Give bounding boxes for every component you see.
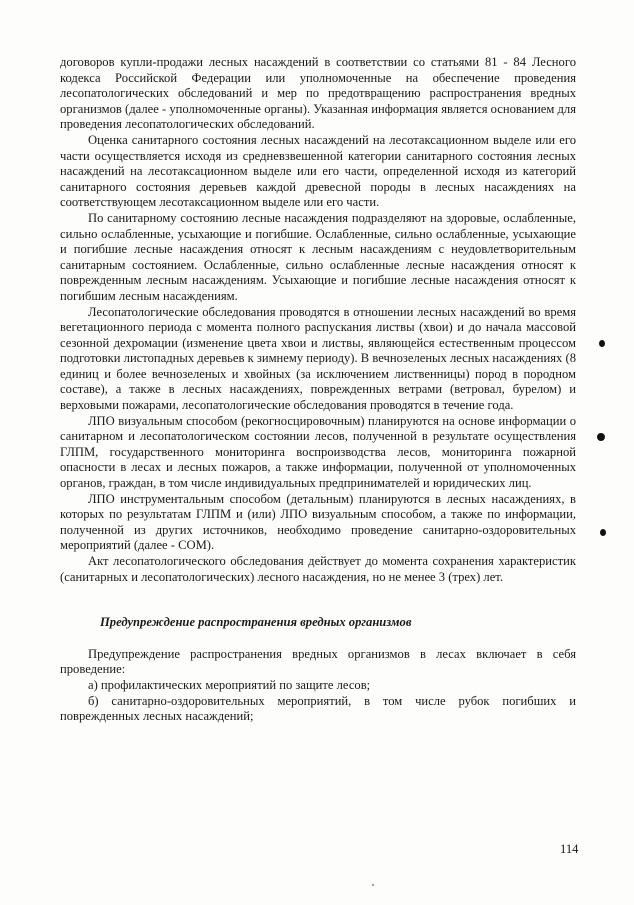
paragraph-6: ЛПО инструментальным способом (детальным) планируются в лесных насаждениях, в которых по результатам ГЛПМ и (или) ЛПО визуальным способом, а также по информации, полученной из других источников, необходимо проведение санитарно-оздоровительных мероприятий (далее - СОМ). [60,491,576,553]
paragraph-3: По санитарному состоянию лесные насаждения подразделяют на здоровые, ослабленные, сильно ослабленные, усыхающие и погибшие. Ослабленные, сильно ослабленные, усыхающие и погибшие лесные насаждения относят к лесным насаждениям с неудовлетворительным санитарным состоянием. Ослабленные, сильно ослабленные лесные насаждения относят к поврежденным лесным насаждениям. Усыхающие и погибшие лесные насаждения относят к погибшим лесным насаждениям. [60,210,576,303]
binder-hole-mark [600,529,606,536]
section-heading: Предупреждение распространения вредных организмов [100,615,412,630]
page-number: 114 [560,842,579,856]
document-page [60,55,576,725]
binder-hole-mark [599,340,605,347]
paragraph-2: Оценка санитарного состояния лесных насаждений на лесотаксационном выделе или его части осуществляется исходя из средневзвешенной категории санитарного состояния лесных насаждений на лесотаксационном выделе или его части, определенной исходя из категорий санитарного состояния деревьев каждой древесной породы в лесных насаждениях на соответствующем лесотаксационном выделе или его части. [60,132,576,210]
section-intro: Предупреждение распространения вредных организмов в лесах включает в себя проведение: [60,646,576,677]
list-item-a: а) профилактических мероприятий по защите лесов; [88,677,371,692]
paragraph-4: Лесопатологические обследования проводятся в отношении лесных насаждений во время вегетационного периода с момента полного распускания листвы (хвои) и до начала массовой сезонной дехромации (изменение цвета хвои и листвы, являющейся естественным процессом подготовки листопадных деревьев к зимнему периоду). В вечнозеленых лесных насаждениях (8 единиц и более вечнозеленых и хвойных (за исключением лиственницы) пород в породном составе), а также в лесных насаждениях, поврежденных ветрами (ветровал, бурелом) и верховыми пожарами, лесопатологические обследования проводятся в течение года. [60,304,576,413]
binder-hole-mark [597,433,605,441]
scan-speck [372,884,374,886]
paragraph-1: договоров купли-продажи лесных насаждений в соответствии со статьями 81 - 84 Лесного кодекса Российской Федерации или уполномоченные на обеспечение проведения лесопатологических обследований и мер по предотвращению распространения вредных организмов (далее - уполномоченные органы). Указанная информация является основанием для проведения лесопатологических обследований. [60,55,576,132]
paragraph-5: ЛПО визуальным способом (рекогносцировочным) планируются на основе информации о санитарном и лесопатологическом состоянии лесов, полученной в результате осуществления ГЛПМ, государственного мониторинга воспроизводства лесов, мониторинга пожарной опасности в лесах и лесных пожаров, а также информации, полученной от уполномоченных органов, граждан, в том числе индивидуальных предпринимателей и юридических лиц. [60,413,576,491]
list-item-b: б) санитарно-оздоровительных мероприятий, в том числе рубок погибших и поврежденных лесных насаждений; [60,693,576,724]
paragraph-7: Акт лесопатологического обследования действует до момента сохранения характеристик (санитарных и лесопатологических) лесного насаждения, но не менее 3 (трех) лет. [60,554,576,584]
